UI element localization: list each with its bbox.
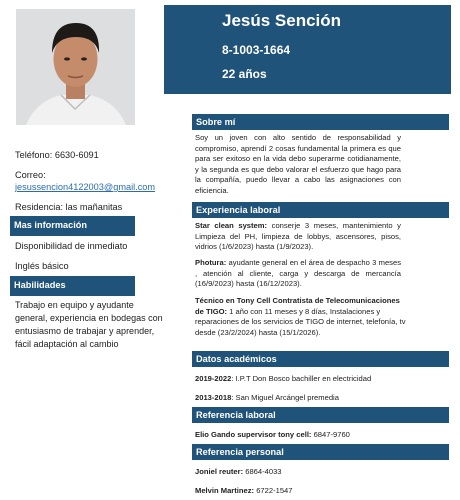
person-portrait-icon bbox=[16, 9, 135, 125]
profile-photo bbox=[16, 9, 135, 125]
sobre-mi-text: Soy un joven con alto sentido de responsabilidad y compromiso, aprendí 2 cosas fundamental la primera es que para ser exitoso en la vida debo superarme cotidianamente, y la segunda es que debo valorar el esfuerzo que hago para la compañía, puedo llevar a cabo las asignaciones con eficiencia. bbox=[195, 133, 401, 195]
reference-name: Elio Gando supervisor tony cell: bbox=[195, 430, 312, 439]
header-block bbox=[164, 5, 451, 94]
academic-years: 2019-2022 bbox=[195, 374, 232, 383]
email-link[interactable]: jesussencion4122003@gmail.com bbox=[15, 182, 156, 192]
reference-phone: 6722-1547 bbox=[254, 486, 293, 495]
job-description: 1 año con 11 meses y 8 días, Instalaciones y reparaciones de los servicios de TIGO de internet, telefonía, tv desde (23/2/2024) hasta (15/1/2026). bbox=[195, 306, 406, 337]
referencia-personal-header: Referencia personal bbox=[192, 444, 449, 460]
reference-phone: 6847-9760 bbox=[311, 430, 350, 439]
academic-years: 2013-2018 bbox=[195, 393, 232, 402]
academic-item bbox=[195, 374, 371, 383]
age: 22 años bbox=[222, 67, 267, 81]
reference-item bbox=[195, 430, 350, 439]
reference-item bbox=[195, 486, 293, 495]
reference-name: Joniel reuter: bbox=[195, 467, 244, 476]
datos-academicos-header: Datos académicos bbox=[192, 351, 449, 367]
job-company: Star clean system: bbox=[195, 221, 268, 230]
info-item-english: Inglés básico bbox=[15, 261, 69, 271]
sobre-mi-header: Sobre mí bbox=[192, 114, 449, 130]
job-company: Photura: bbox=[195, 258, 227, 267]
job-company: Técnico en Tony Cell Contratista de Telecomunicaciones de TIGO: bbox=[195, 296, 400, 316]
phone: Teléfono: 6630-6091 bbox=[15, 150, 99, 160]
info-item-availability: Disponibilidad de inmediato bbox=[15, 241, 128, 251]
habilidades-header: Habilidades bbox=[10, 276, 135, 296]
habilidades-text: Trabajo en equipo y ayudante general, experiencia en bodegas con entusiasmo de trabajar y aprender, fácil adaptación al cambio bbox=[15, 300, 163, 349]
reference-item bbox=[195, 467, 282, 476]
job-entry bbox=[195, 258, 401, 290]
academic-text: : I.P.T Don Bosco bachiller en electricidad bbox=[231, 374, 372, 383]
email-label: Correo: bbox=[15, 170, 46, 180]
academic-item bbox=[195, 393, 339, 402]
residence: Residencia: las mañanitas bbox=[15, 202, 123, 212]
job-entry bbox=[195, 296, 407, 338]
job-description: ayudante general en el área de despacho 3 meses , atención al cliente, carga y descarga de mercancía (16/9/2023) hasta (16/12/2023). bbox=[195, 258, 401, 288]
reference-phone: 6864-4033 bbox=[243, 467, 282, 476]
full-name: Jesús Sención bbox=[222, 11, 342, 30]
referencia-laboral-header: Referencia laboral bbox=[192, 407, 449, 423]
reference-name: Melvin Martinez: bbox=[195, 486, 255, 495]
job-entry bbox=[195, 221, 401, 253]
experiencia-header: Experiencia laboral bbox=[192, 202, 449, 218]
job-description: conserje 3 meses, mantenimiento y Limpieza del PH, limpieza de lobbys, ascensores, pisos, vidrios (1/6/2023) hasta (1/9/2023). bbox=[195, 221, 401, 251]
id-number: 8-1003-1664 bbox=[222, 43, 291, 57]
academic-text: : San Miguel Arcángel premedia bbox=[231, 393, 339, 402]
mas-informacion-header: Mas información bbox=[10, 216, 135, 236]
